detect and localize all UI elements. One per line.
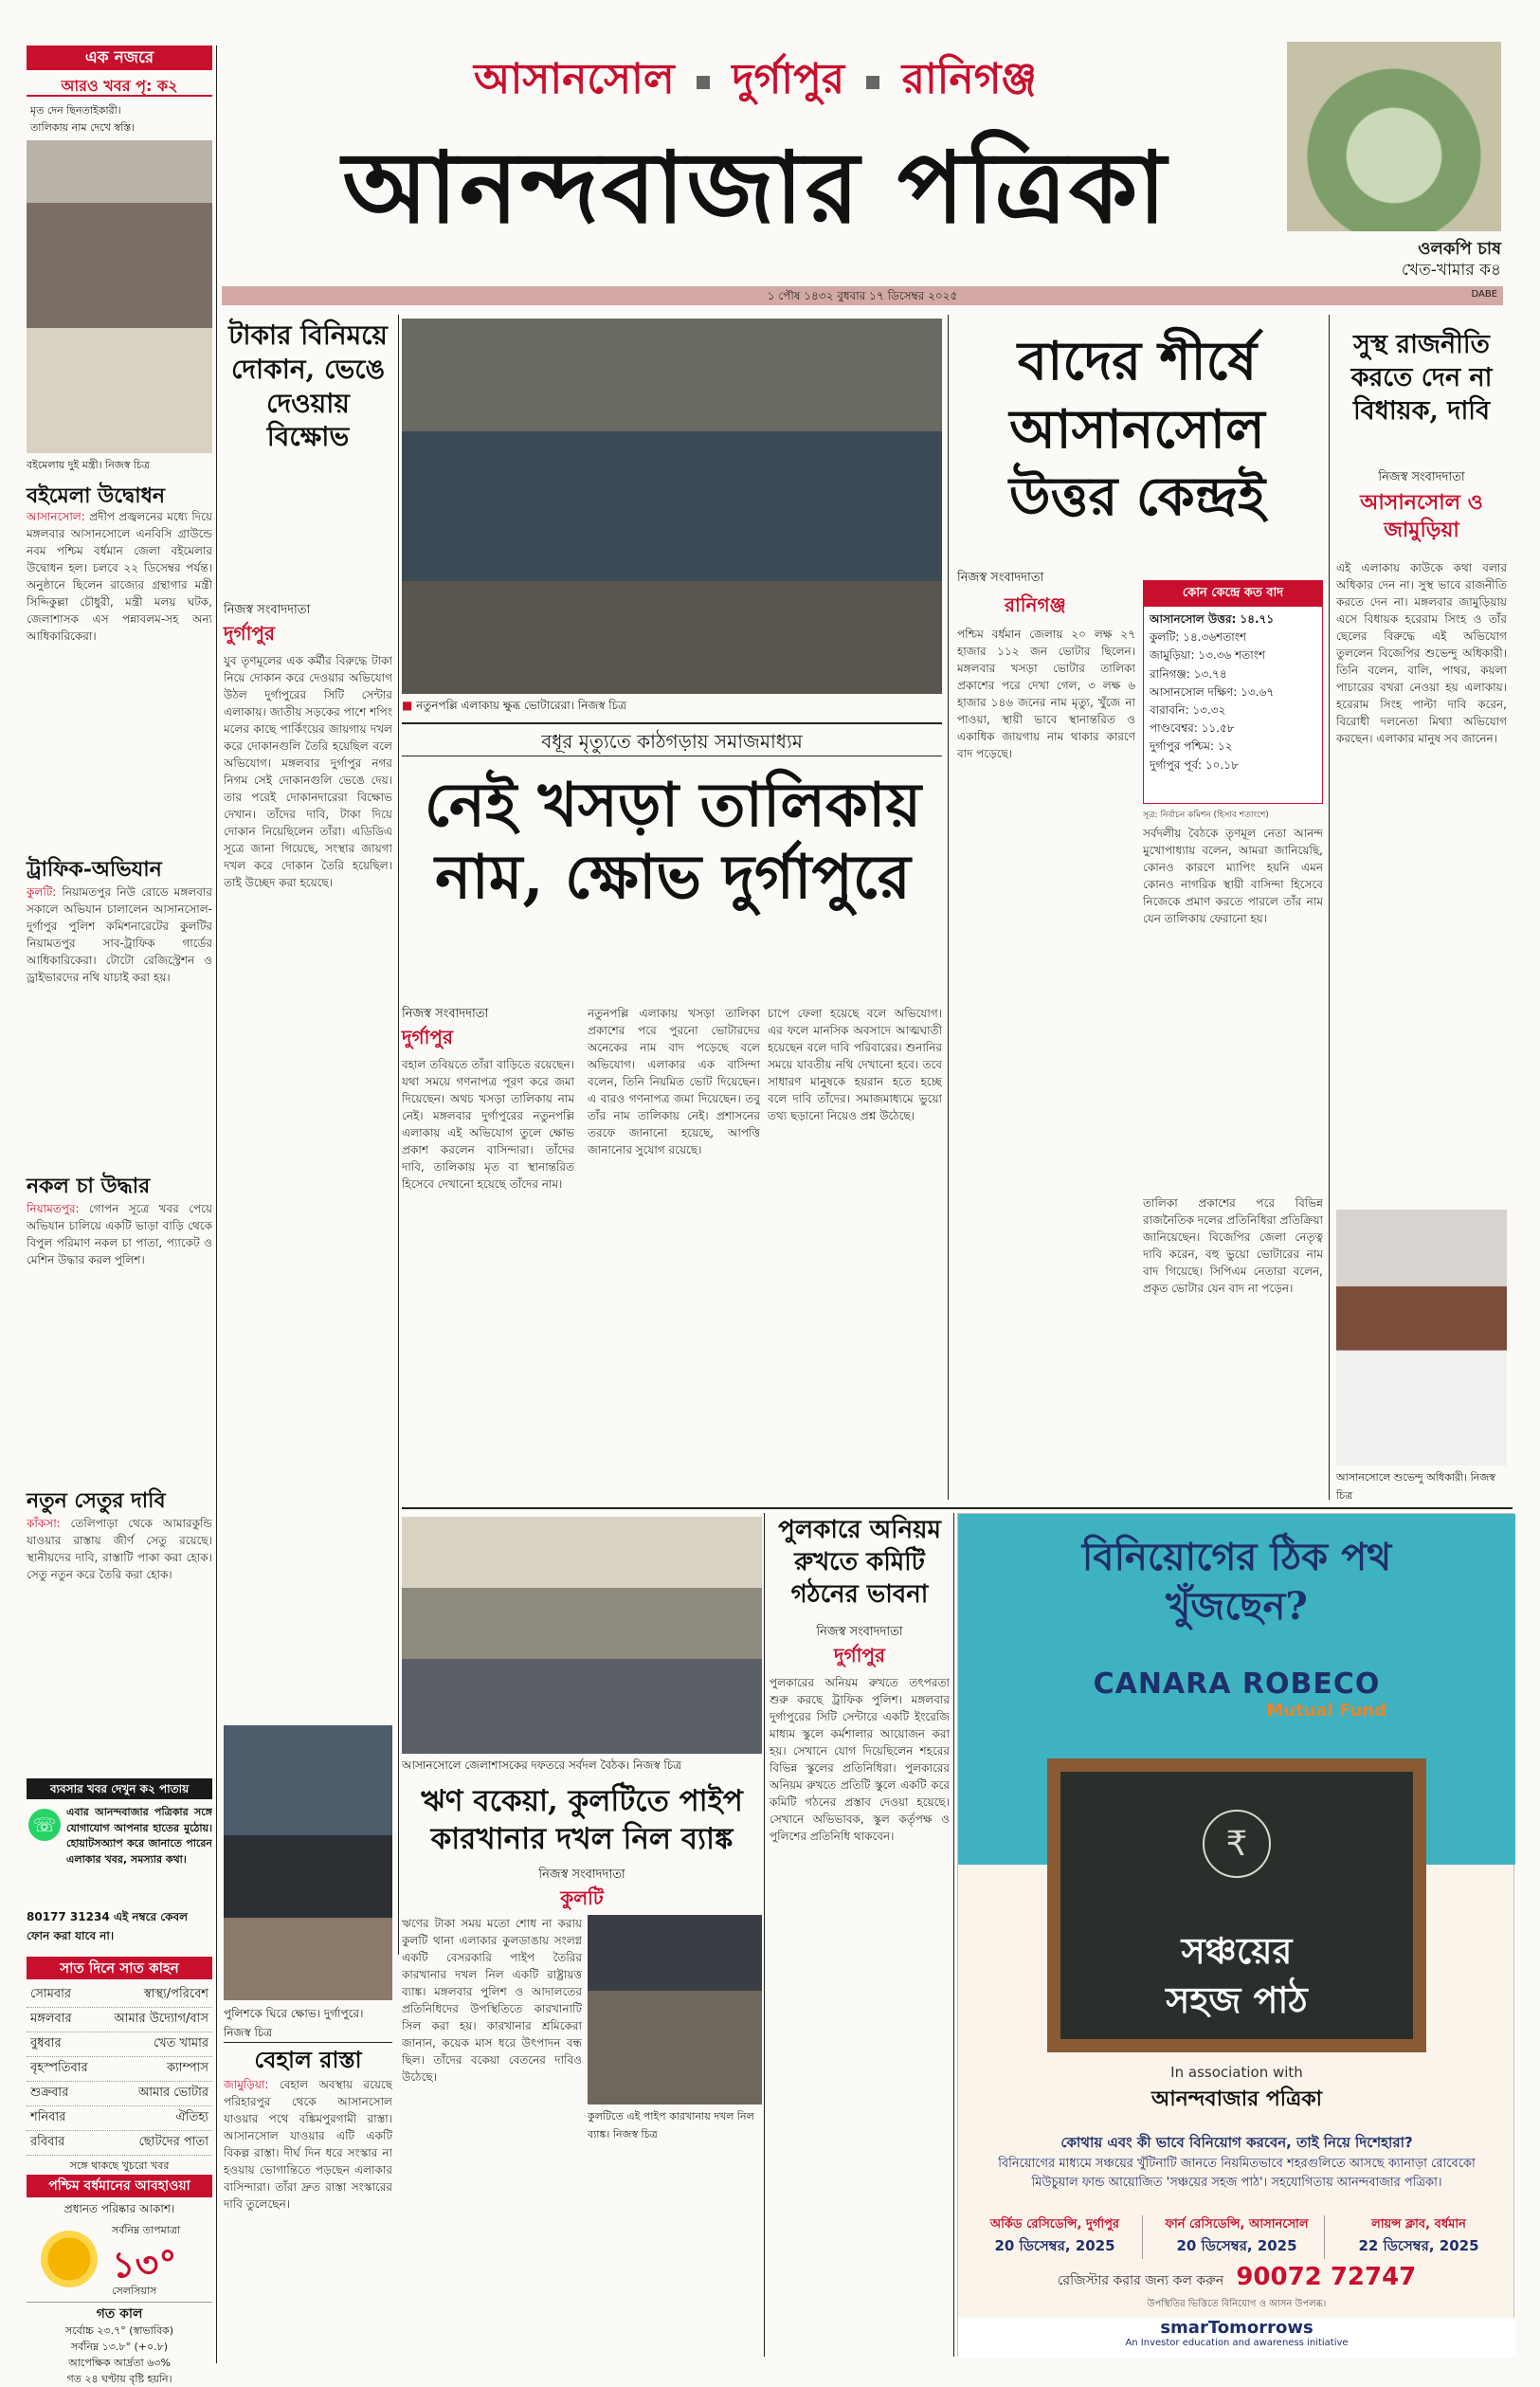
pulkar-text: পুলকারের অনিয়ম রুখতে তৎপরতা শুরু করছে ট্রাফিক পুলিশ। মঙ্গলবার দুর্গাপুরের সিটি সেন্টারে একটি ইংরেজি মাধ্যম স্কুলে কর্মশালার আয়োজন করা হয়। সেখানে যোগ দিয়েছিলেন শহরের বিভিন্ন স্কুলের প্রতিনিধিরা। পুলকারের অনিয়ম রুখতে প্রতিটি স্কুলে একটি করে কমিটি গঠনের প্রস্তাব দেওয়া হয়েছে। সেখানে অভিভাবক, স্কুল কর্তৃপক্ষ ও পুলিশের প্রতিনিধি থাকবেন।: [770, 1676, 950, 1843]
ad-footer-brand: smarTomorrows: [1160, 2318, 1314, 2338]
asansol-dateline: রানিগঞ্জ: [1005, 593, 1066, 616]
ad-body-1: কোথায় এবং কী ভাবে বিনিয়োগ করবেন, তাই নিয়ে দিশেহারা?: [1060, 2134, 1413, 2151]
shops-photo: [224, 1725, 392, 2000]
voters-col-1: বহাল তবিয়তে তাঁরা বাড়িতে রয়েছেন। যথা সময়ে গণনাপত্র পূরণ করে জমা দিয়েছেন। অথচ খসড়া তালিকায় নাম নেই। মঙ্গলবার দুর্গাপুরের নতুনপল্লি এলাকায় এই অভিযোগ তুলে ক্ষোভ প্রকাশ করলেন বাসিন্দারা। তাঁদের দাবি, তালিকায় মৃত বা স্থানান্তরিত হিসেবে দেখানো হয়েছে তাঁদের নাম।: [402, 1058, 574, 1191]
main-photo: [402, 319, 942, 694]
edition-code: DABE: [1471, 289, 1497, 300]
ad-event: [1150, 2215, 1325, 2259]
weather-min-label: সর্বনিম্ন তাপমাত্রা: [112, 2224, 181, 2236]
stat-row: জামুড়িয়া: ১৩.৩৬ শতাংশ: [1150, 648, 1265, 663]
kulti-byline: নিজস্ব সংবাদদাতা: [538, 1868, 625, 1882]
voters-col-2: নতুনপল্লি এলাকায় খসড়া তালিকা প্রকাশের পরে পুরনো ভোটারদের অনেকের নাম বাদ পড়েছে বলে অভিযোগ। এলাকার এক বাসিন্দা বলেন, তিনি নিয়মিত ভোট দিয়েছেন। এ বারও গণনাপত্র জমা দিয়েছেন। তবু তাঁর নাম তালিকায় নেই। প্রশাসনের তরফে জানানো হয়েছে, আপত্তি জানানোর সুযোগ রয়েছে।: [588, 1007, 760, 1157]
ad-event: [1332, 2215, 1506, 2259]
ad-event-date: 20 ডিসেম্বর, 2025: [1176, 2237, 1297, 2254]
ad-board-text-1: সঞ্চয়ের: [1181, 1929, 1293, 1972]
stat-row: রানিগঞ্জ: ১৩.৭৪: [1150, 666, 1227, 681]
ad-footer: [958, 2318, 1515, 2358]
ad-register-label: রেজিস্টার করার জন্য কল করুন: [1057, 2273, 1224, 2288]
ad-brand-logo: [1072, 1667, 1402, 1753]
sidebar-divider: [216, 46, 217, 2363]
ad-event-venue: ফার্ন রেসিডেন্সি, আসানসোল: [1165, 2217, 1309, 2232]
tea-text: নিয়ামতপুর: গোপন সূত্রে খবর পেয়ে অভিযান চালিয়ে একটি ভাড়া বাড়ি থেকে বিপুল পরিমাণ নকল চা পাতা, প্যাকেট ও মেশিন উদ্ধার করল পুলিশ।: [27, 1202, 212, 1266]
list-item: শনিবার ঐতিহ্য: [27, 2106, 212, 2131]
ad-chalkboard-surface: [1060, 1772, 1413, 2039]
mla-text: এই এলাকায় কাউকে কথা বলার অধিকার দেন না। সুস্থ ভাবে রাজনীতি করতে দেন না। মঙ্গলবার জামুড়িয়ায় এসে বিধায়ক হরেরাম সিংহ ও তাঁর ছেলের বিরুদ্ধে এই অভিযোগ তুললেন বিজেপির শুভেন্দু অধিকারী। তিনি বলেন, বালি, পাথর, কয়লা পাচারের বখরা নেওয়া হয় এলাকায়। হরেরাম সিংহ পাল্টা দাবি করেন, বিরোধী দলনেতা মিথ্যা অভিযোগ করছেন। এলাকার মানুষ সব জানেন।: [1336, 561, 1507, 745]
asansol-stats-source: সূত্র: নির্বাচন কমিশন (হিসাব শতাংশে): [1143, 811, 1269, 820]
stat-row: দুর্গাপুর পশ্চিম: ১২: [1150, 739, 1233, 754]
ad-register: [958, 2263, 1515, 2292]
list-item: বৃহস্পতিবার ক্যাম্পাস: [27, 2057, 212, 2082]
column-divider: [953, 1513, 954, 2357]
weekly-header: সাত দিনে সাত কাহন: [27, 1957, 212, 1979]
canara-ad: [957, 1513, 1514, 2357]
book-fair-title: বইমেলা উদ্বোধন: [27, 483, 166, 508]
ad-brand-sub: Mutual Fund: [1266, 1701, 1386, 1721]
weather-min-temp: ১৩°: [112, 2244, 177, 2286]
teaser-caption: ওলকপি চাষ: [1418, 239, 1501, 259]
ad-event: [968, 2215, 1143, 2259]
kulti-photo-caption: কুলটিতে এই পাইপ কারখানায় দখল নিল ব্যাঙ্ক। নিজস্ব চিত্র: [588, 2110, 754, 2141]
ad-body-2: বিনিয়োগের মাধ্যমে সঞ্চয়ের খুঁটিনাটি জানতে নিয়মিতভাবে শহরগুলিতে আসছে ক্যানাড়া রোবেকো মিউচুয়াল ফান্ড আয়োজিত 'সঞ্চয়ের সহজ পাঠ'। সহযোগিতায় আনন্দবাজার পত্রিকা।: [998, 2157, 1476, 2191]
pulkar-headline: পুলকারে অনিয়ম রুখতে কমিটি গঠনের ভাবনা: [778, 1516, 941, 1609]
ad-brand-name: CANARA ROBECO: [1093, 1667, 1381, 1701]
brief-1: মৃত দেন ছিনতাইকারী।: [30, 104, 121, 117]
city-durgapur: দুর্গাপুর: [732, 55, 845, 103]
more-news-label: আরও খবর পৃ: ক২: [27, 74, 212, 97]
tea-title: নকল চা উদ্ধার: [27, 1174, 151, 1198]
kulti-text: ঋণের টাকা সময় মতো শোধ না করায় কুলটি থানা এলাকার কুলডাঙায় সংলগ্ন একটি বেসরকারি পাইপ তৈরির কারখানার দখল নিল একটি রাষ্ট্রায়ত্ত ব্যাঙ্ক। মঙ্গলবার পুলিশ ও আদালতের প্রতিনিধিদের উপস্থিতিতে কারখানাটি সিল করা হয়। কারখানার শ্রমিকেরা জানান, কয়েক মাস ধরে উৎপাদন বন্ধ ছিল। তাঁদের বকেয়া বেতনের দাবিও উঠেছে।: [402, 1917, 582, 2084]
ad-footnote: উপস্থিতির ভিত্তিতে বিনিয়োগ ও আসন উপলব্ধ।: [1147, 2299, 1327, 2309]
weather-row: আপেক্ষিক আর্দ্রতা ৬৩%: [68, 2357, 171, 2370]
ad-footer-sub: An Investor education and awareness initiative: [1125, 2338, 1349, 2348]
bridge-title: নতুন সেতুর দাবি: [27, 1488, 166, 1513]
meeting-photo-caption: আসানসোলে জেলাশাসকের দফতরে সর্বদল বৈঠক। নিজস্ব চিত্র: [402, 1758, 682, 1772]
city-raniganj: রানিগঞ্জ: [901, 55, 1038, 103]
ad-board-text-2: সহজ পাঠ: [1166, 1978, 1308, 2021]
ad-event-date: 22 ডিসেম্বর, 2025: [1358, 2237, 1479, 2254]
voters-byline: নিজস্ব সংবাদদাতা: [402, 1007, 489, 1021]
sidebar: [27, 46, 212, 2386]
stat-row: পাণ্ডবেশ্বর: ১১.৫৮: [1150, 721, 1235, 736]
dateline: ১ পৌষ ১৪৩২ বুধবার ১৭ ডিসেম্বর ২০২৫: [767, 289, 958, 302]
shops-photo-caption: পুলিশকে ঘিরে ক্ষোভ। দুর্গাপুরে। নিজস্ব চিত্র: [224, 2007, 364, 2039]
asansol-col-1: পশ্চিম বর্ধমান জেলায় ২০ লক্ষ ২৭ হাজার ১১২ জন ভোটার ছিলেন। মঙ্গলবার খসড়া ভোটার তালিকা প্রকাশের পরে দেখা গেল, ৩ লক্ষ ৬ হাজার ১৪৬ জনের নাম মৃত্যু, খুঁজে না পাওয়া, স্থায়ী ভাবে স্থানান্তরিত ও একাধিক জায়গায় নাম থাকার কারণে বাদ পড়েছে।: [957, 628, 1135, 760]
ad-association: In association with: [1170, 2064, 1303, 2081]
city-asansol: আসানসোল: [473, 55, 675, 103]
plant-icon: ₹: [1203, 1810, 1271, 1878]
city-separator-icon: [697, 76, 710, 89]
column-divider: [948, 315, 949, 1500]
book-fair-text: আসানসোল: প্রদীপ প্রজ্বলনের মধ্যে দিয়ে মঙ্গলবার আসানসোলে এনবিসি গ্রাউন্ডে নবম পশ্চিম বর্ধমান জেলা বইমেলার উদ্বোধন হল। চলবে ২২ ডিসেম্বর পর্যন্ত। অনুষ্ঠানে ছিলেন রাজ্যের গ্রন্থাগার মন্ত্রী সিদ্দিকুল্লা চৌধুরী, মন্ত্রী মলয় ঘটক, জেলাশাসক এস পন্নাবলম-সহ অন্য আধিকারিকেরা।: [27, 510, 212, 643]
voters-col-3b: চাপে ফেলা হয়েছে বলে অভিযোগ। এর ফলে মানসিক অবসাদে আত্মঘাতী হয়েছেন বলে দাবি পরিবারের। শুনানির সময়ে যাবতীয় নথি দেখানো হবে। তবে সাধারণ মানুষকে হয়রান হতে হচ্ছে বলে দাবি তাঁদের। সমাজমাধ্যমে ভুয়ো তথ্য ছড়ানো নিয়েও প্রশ্ন উঠেছে।: [768, 1007, 942, 1122]
weather-row: সর্বনিম্ন ১৩.৮° (+০.৮): [70, 2341, 169, 2354]
whatsapp-icon: ☏: [28, 1809, 61, 1841]
teaser-photo: [1287, 42, 1501, 231]
asansol-stats-box: [1143, 580, 1323, 804]
sun-icon: [36, 2226, 102, 2292]
column-divider: [398, 315, 399, 1955]
ad-event-venue: লায়ন্স ক্লাব, বর্ধমান: [1371, 2217, 1466, 2232]
pulkar-dateline: দুর্গাপুর: [834, 1644, 885, 1667]
business-note: ব্যবসার খবর দেখুন ক২ পাতায়: [27, 1778, 212, 1799]
book-fair-photo-caption: বইমেলায় দুই মন্ত্রী। নিজস্ব চিত্র: [27, 459, 150, 471]
meeting-photo: [402, 1517, 762, 1754]
teaser-sub: খেত-খামার ক৪: [1401, 261, 1501, 280]
weather-unit: সেলসিয়াস: [112, 2285, 157, 2297]
main-photo-caption: ■ নতুনপল্লি এলাকায় ক্ষুব্ধ ভোটারেরা। নিজস্ব চিত্র: [402, 699, 626, 712]
asansol-headline: বাদের শীর্ষে আসানসোল উত্তর কেন্দ্রই: [1008, 330, 1266, 529]
section-divider: [402, 1507, 1513, 1509]
list-item: রবিবার ছোটদের পাতা: [27, 2131, 212, 2156]
voters-dateline: দুর্গাপুর: [402, 1026, 453, 1048]
masthead-title: আনন্দবাজার পত্রিকা: [342, 129, 1169, 246]
ad-chalkboard: [1047, 1758, 1426, 2052]
column-divider: [764, 1513, 765, 2357]
ad-assoc-brand: আনন্দবাজার পত্রিকা: [1150, 2086, 1323, 2111]
bridge-text: কাঁকসা: তেলিপাড়া থেকে আমারকুন্ডি যাওয়ার রাস্তায় জীর্ণ সেতু রয়েছে। স্থানীয়দের দাবি, রাস্তাটি পাকা করা হোক। সেতু নতুন করে তৈরি করা হোক।: [27, 1517, 212, 1581]
weather-row: গত ২৪ ঘণ্টায় বৃষ্টি হয়নি।: [66, 2373, 172, 2386]
list-item: সোমবার স্বাস্থ্য/পরিবেশ: [27, 1983, 212, 2008]
traffic-text: কুলটি: নিয়ামতপুর নিউ রোডে মঙ্গলবার সকালে অভিযান চালালেন আসানসোল-দুর্গাপুর পুলিশ কমিশনারেটের কুলটির নিয়ামতপুর সাব-ট্রাফিক গার্ডের আধিকারিকেরা। টোটো রেজিস্ট্রেশন ও ড্রাইভারদের নথি যাচাই করা হয়।: [27, 885, 212, 984]
stat-row: আসানসোল দক্ষিণ: ১৩.৬৭: [1150, 684, 1275, 699]
voters-kicker: বধূর মৃত্যুতে কাঠগড়ায় সমাজমাধ্যম: [402, 722, 942, 756]
road-headline: বেহাল রাস্তা: [224, 2042, 392, 2081]
ad-events: [968, 2215, 1506, 2259]
ad-event-venue: অর্কিড রেসিডেন্সি, দুর্গাপুর: [989, 2217, 1120, 2232]
voters-headline: নেই খসড়া তালিকায় নাম, ক্ষোভ দুর্গাপুরে: [424, 770, 922, 913]
book-fair-photo: [27, 140, 212, 453]
shops-dateline: দুর্গাপুর: [224, 622, 275, 645]
mla-byline: নিজস্ব সংবাদদাতা: [1378, 470, 1465, 484]
ad-register-number: 90072 72747: [1236, 2263, 1417, 2291]
ad-headline: বিনিয়োগের ঠিক পথ খুঁজছেন?: [1081, 1535, 1392, 1629]
list-item: মঙ্গলবার আমার উদ্যোগ/বাস: [27, 2008, 212, 2032]
column-divider: [1329, 315, 1330, 1500]
stat-row: বারাবনি: ১৩.৩২: [1150, 702, 1226, 717]
weather-rows: [27, 2323, 212, 2387]
weather-past-title: গত কাল: [27, 2302, 212, 2325]
whatsapp-number: 80177 31234 এই নম্বরে কেবল ফোন করা যাবে না।: [27, 1910, 189, 1942]
list-item: শুক্রবার আমার ভোটার: [27, 2082, 212, 2106]
asansol-byline: নিজস্ব সংবাদদাতা: [957, 571, 1044, 585]
list-item: বুধবার খেত খামার: [27, 2032, 212, 2057]
weather-forecast: প্রধানত পরিষ্কার আকাশ।: [63, 2202, 175, 2215]
traffic-title: ট্রাফিক-অভিযান: [27, 857, 162, 882]
weekly-note: সঙ্গে থাকছে খুচরো খবর: [69, 2159, 170, 2172]
masthead-cities: [220, 47, 1291, 117]
asansol-stats-title: কোন কেন্দ্রে কত বাদ: [1144, 581, 1322, 607]
pulkar-byline: নিজস্ব সংবাদদাতা: [816, 1625, 903, 1639]
shops-headline: টাকার বিনিময়ে দোকান, ভেঙে দেওয়ায় বিক্ষোভ: [228, 319, 388, 453]
stat-row: দুর্গাপুর পূর্ব: ১০.১৮: [1150, 757, 1239, 772]
asansol-col-2: সর্বদলীয় বৈঠকে তৃণমূল নেতা আনন্দ মুখোপাধ্যায় বলেন, আমরা জানিয়েছি, কোনও কারণে ম্যাপিং হয়নি এমন কোনও নাগরিক স্থায়ী বাসিন্দা হিসেবে নিজেকে প্রমাণ করতে পারলে তাঁর নাম যেন তালিকায় ফেরানো হয়।: [1143, 827, 1323, 925]
weekly-list: [27, 1983, 212, 2177]
weather-row: সর্বোচ্চ ২৩.৭° (স্বাভাবিক): [64, 2324, 174, 2337]
whatsapp-text: এবার আনন্দবাজার পত্রিকার সঙ্গে যোগাযোগ আপনার হাতের মুঠোয়। হোয়াটসঅ্যাপ করে জানাতে পারেন এলাকার খবর, সমস্যার কথা।: [66, 1806, 212, 1866]
mla-photo-caption: আসানসোলে শুভেন্দু অধিকারী। নিজস্ব চিত্র: [1336, 1471, 1495, 1502]
brief-2: তালিকায় নাম দেখে স্বস্তি।: [30, 121, 136, 134]
road-text: জামুড়িয়া: বেহাল অবস্থায় রয়েছে পরিহারপুর থেকে আসানসোল যাওয়ার পথে বঙ্কিমপুরগামী রাস্তা। আসানসোল যাওয়ার এটি একটি বিকল্প রাস্তা। দীর্ঘ দিন ধরে সংস্কার না হওয়ায় ভোগান্তিতে পড়ছেন এলাকার বাসিন্দারা। তাঁরা দ্রুত রাস্তা সংস্কারের দাবি তুলেছেন।: [224, 2078, 392, 2211]
mla-headline: সুস্থ রাজনীতি করতে দেন না বিধায়ক, দাবি: [1350, 330, 1493, 427]
kulti-photo: [588, 1915, 762, 2105]
city-separator-icon: [866, 76, 879, 89]
mla-photo: [1336, 1210, 1507, 1466]
kulti-dateline: কুলটি: [560, 1886, 604, 1909]
at-a-glance-header: এক নজরে: [27, 46, 212, 70]
stat-row: কুলটি: ১৪.৩৬শতাংশ: [1150, 630, 1247, 645]
shops-byline: নিজস্ব সংবাদদাতা: [224, 603, 311, 617]
asansol-col-3: তালিকা প্রকাশের পরে বিভিন্ন রাজনৈতিক দলের প্রতিনিধিরা প্রতিক্রিয়া জানিয়েছেন। বিজেপির জেলা নেতৃত্ব দাবি করেন, বহু ভুয়ো ভোটারের নাম বাদ গিয়েছে। সিপিএম নেতারা বলেন, প্রকৃত ভোটার যেন বাদ না পড়েন।: [1143, 1196, 1323, 1295]
masthead: [220, 34, 1291, 290]
shops-text: যুব তৃণমূলের এক কর্মীর বিরুদ্ধে টাকা নিয়ে দোকান করে দেওয়ার অভিযোগ উঠল দুর্গাপুরের সিটি সেন্টার এলাকায়। জাতীয় সড়কের পাশে শপিং মলের কাছে পার্কিংয়ের জায়গায় দখল করে দোকানগুলি তৈরি হয়েছিল বলে অভিযোগ। মঙ্গলবার দুর্গাপুর নগর নিগম সেই দোকানগুলি ভেঙে দেয়। তার পরেই দোকানদারেরা বিক্ষোভ দেখান। তাঁদের দাবি, টাকা দিয়ে দোকান নিয়েছিলেন তাঁরা। এডিডিএ সূত্রে জানা গিয়েছে, সংস্থার জায়গা দখল করে দোকান তৈরি হয়েছিল। তাই উচ্ছেদ করা হয়েছে।: [224, 654, 392, 889]
stat-row: আসানসোল উত্তর: ১৪.৭১: [1150, 612, 1275, 626]
dateline-strip: [222, 286, 1503, 305]
mla-dateline: আসানসোল ও জামুড়িয়া: [1360, 490, 1483, 542]
weather-header: পশ্চিম বর্ধমানের আবহাওয়া: [27, 2175, 212, 2197]
kulti-headline: ঋণ বকেয়া, কুলটিতে পাইপ কারখানার দখল নিল ব্যাঙ্ক: [421, 1784, 743, 1857]
ad-event-date: 20 ডিসেম্বর, 2025: [994, 2237, 1115, 2254]
